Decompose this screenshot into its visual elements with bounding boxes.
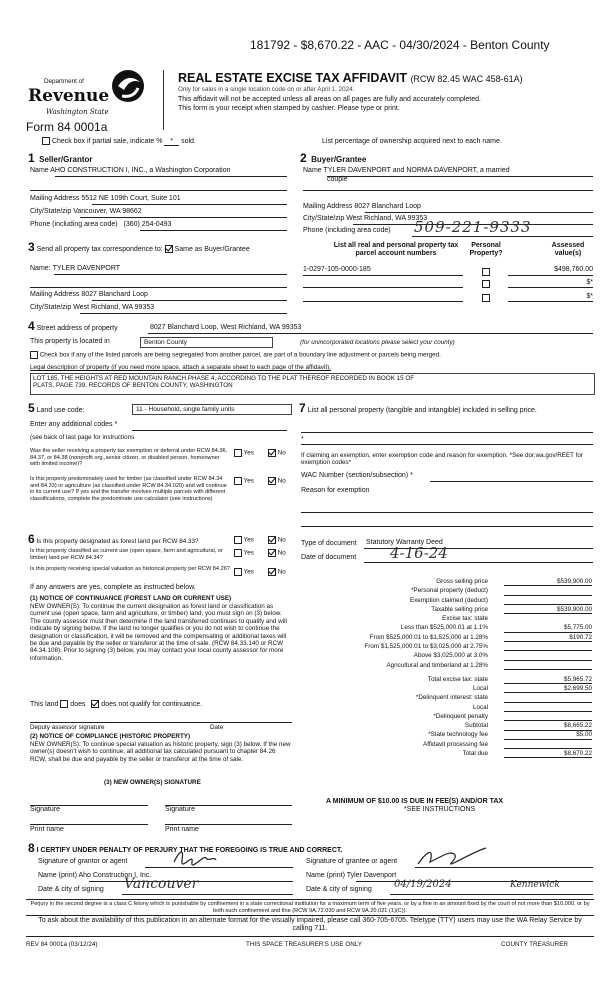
- calc-row: Affidavit processing fee: [296, 741, 594, 750]
- calc-value[interactable]: [504, 694, 592, 702]
- buyer-phone-label: Phone (including area code): [303, 227, 391, 234]
- calc-row: Gross selling price $539,900.00: [436, 578, 592, 585]
- buyer-phone[interactable]: 509-221-9333: [414, 218, 532, 236]
- tax-address-row: Mailing Address 8027 Blanchard Loop: [30, 291, 148, 298]
- grantee-name[interactable]: Tyler Davenport: [346, 872, 397, 879]
- notice1-body: NEW OWNER(S): To continue the current designation as forest land or classification as current use (open space, farm and agriculture, or timber) land, you must sign on (3) below. The county assessor must then determine if the land transferred continues to qualify and will indicate by signing below. If the land no longer qualifies or you do not wish to continue the designation or classification, it will be removed and the compensating or additional taxes will be due and payable by the seller or transferor at the time of sale. (RCW 84.33.140 or RCW 84.34.108). Prior to signing (3) below, you may contact your local county assessor for more information.: [30, 603, 287, 662]
- buyer-address-row: Mailing Address 8027 Blanchard Loop: [303, 203, 421, 210]
- header-line3: This form is your receipt when stamped by cashier. Please type or print.: [178, 105, 400, 112]
- parcel-header: List all real and personal property tax parcel account numbers: [333, 242, 459, 258]
- calc-value[interactable]: [504, 662, 592, 670]
- owner-signature-label: Signature: [30, 806, 60, 813]
- seller-address-row: Mailing Address 5512 NE 109th Court, Suite 101: [30, 195, 181, 202]
- calc-row: *Personal property (deduct): [296, 587, 594, 596]
- partial-sale-checkbox[interactable]: [42, 137, 50, 145]
- buyer-heading: 2 Buyer/Grantee: [300, 151, 367, 165]
- property-address-row: 4 Street address of property: [28, 319, 118, 333]
- calc-value[interactable]: $5,965.72: [504, 676, 592, 684]
- land-use-row: 5 Land use code:: [28, 401, 85, 415]
- calc-value[interactable]: [504, 713, 592, 721]
- form-revision: REV 84 0001a (03/12/24): [26, 941, 98, 948]
- doc-type[interactable]: Statutory Warranty Deed: [366, 539, 443, 546]
- grantor-signature[interactable]: [170, 846, 220, 868]
- table-row: [303, 265, 593, 279]
- calc-row: Total due $8,670.22: [462, 750, 592, 758]
- tax-name[interactable]: TYLER DAVENPORT: [52, 265, 121, 272]
- land-use-select[interactable]: 11 - Household, single family units: [132, 404, 292, 415]
- grantor-signature-label: Signature of grantor or agent: [38, 858, 128, 865]
- deputy-signature-label: Deputy assessor signature: [30, 724, 105, 731]
- q-forest-no[interactable]: No: [268, 536, 286, 544]
- property-street[interactable]: 8027 Blanchard Loop, West Richland, WA 99353: [150, 324, 302, 331]
- exemption-note: If claiming an exemption, enter exemption code and reason for exemption. *See dor.wa.gov/REET for exemption codes*: [301, 452, 584, 467]
- personal-property-checkbox[interactable]: [482, 294, 490, 302]
- calc-row: *Delinquent penalty: [296, 713, 594, 722]
- calc-row: Taxable selling price $539,900.00: [431, 605, 592, 613]
- doc-date[interactable]: 4-16-24: [390, 544, 448, 562]
- header-line1: Only for sales in a single location code on or after April 1, 2024.: [178, 86, 355, 93]
- calc-value[interactable]: [504, 597, 592, 605]
- calc-row: Exemption claimed (deduct): [296, 597, 594, 606]
- q-historic: Is this property receiving special valuation as historical property per RCW 84.26?: [30, 566, 230, 572]
- seller-city-row: City/State/zip Vancouver, WA 98662: [30, 208, 142, 215]
- seller-name[interactable]: AHO CONSTRUCTION I, INC., a Washington Corporation: [50, 167, 231, 174]
- continuance-row: This land does does not qualify for continuance.: [30, 700, 203, 708]
- grantor-city[interactable]: Vancouver: [124, 876, 199, 892]
- see-instructions-note: *SEE INSTRUCTIONS: [404, 806, 476, 813]
- buyer-name-row: Name TYLER DAVENPORT and NORMA DAVENPORT, a married: [303, 167, 510, 174]
- calc-row: Local $2,699.50: [472, 684, 592, 692]
- personal-star: *: [301, 436, 304, 443]
- tax-city-row: City/State/zip West Richland, WA 99353: [30, 304, 155, 311]
- q-current-use: Is this property classified as current use (open space, farm and agricultural, or timber) land per RCW 84.34?: [30, 548, 223, 561]
- seller-address[interactable]: 5512 NE 109th Court, Suite 101: [81, 195, 181, 202]
- perjury-notice: Perjury in the second degree is a class C felony which is punishable by confinement in a state correctional institution for a maximum term of five years, or by a fine in an amount fixed by the court of not more than $10,000, or by both such confinement and fine (RCW 9A.72.030 and RCW 9A.20.021 (1)(C)).: [26, 899, 594, 916]
- q-forest: 6 Is this property designated as forest land per RCW 84.33?: [28, 532, 199, 546]
- notice3-title: (3) NEW OWNER(S) SIGNATURE: [104, 779, 201, 786]
- segregated-checkbox[interactable]: [30, 351, 38, 359]
- certify-heading: 8 I CERTIFY UNDER PENALTY OF PERJURY THAT THE FOREGOING IS TRUE AND CORRECT.: [28, 841, 343, 855]
- calc-value[interactable]: $539,900.00: [504, 606, 592, 614]
- logo-state: Washington State: [46, 108, 109, 116]
- calc-row: Above $3,025,000 at 3.0%: [296, 652, 594, 661]
- calc-value[interactable]: $5.00: [504, 731, 592, 739]
- table-row: [303, 293, 593, 307]
- logo-dept: Department of: [44, 78, 84, 85]
- calc-value[interactable]: $8,670.22: [504, 750, 592, 758]
- q-current-use-no[interactable]: No: [268, 549, 286, 557]
- wac-row: WAC Number (section/subsection) *: [301, 472, 413, 479]
- calc-value: [504, 615, 592, 622]
- personal-header: Personal Property?: [469, 242, 503, 258]
- owner-print-label: Print name: [30, 826, 64, 833]
- grantee-name-row: Name (print) Tyler Davenport: [306, 872, 397, 879]
- calc-row: Subtotal $8,665.22: [464, 722, 592, 730]
- calc-value[interactable]: $8,665.22: [504, 722, 592, 730]
- calc-row: Total excise tax: state $5,965.72: [427, 675, 592, 683]
- grantee-date[interactable]: 04/19/2024: [394, 879, 452, 890]
- legal-line1: LOT 185, THE HEIGHTS AT RED MOUNTAIN RANCH PHASE 4, ACCORDING TO THE PLAT THEREOF RECORDED IN BOOK 15 OF: [33, 375, 415, 382]
- tax-address[interactable]: 8027 Blanchard Loop: [81, 291, 148, 298]
- calc-row: Excise tax: state: [296, 615, 594, 624]
- any-yes-note: If any answers are yes, complete as instructed below.: [30, 584, 196, 591]
- seller-city[interactable]: Vancouver, WA 98662: [73, 208, 142, 215]
- list-percentage-note: List percentage of ownership acquired next to each name.: [322, 138, 502, 145]
- form-number: Form 84 0001a: [26, 120, 108, 134]
- calc-row: *State technology fee $5.00: [428, 731, 592, 739]
- q-historic-no[interactable]: No: [268, 568, 286, 576]
- doc-date-label: Date of document: [301, 554, 357, 561]
- same-as-buyer-checkbox[interactable]: [165, 245, 173, 253]
- personal-property-checkbox[interactable]: [482, 280, 490, 288]
- seller-phone[interactable]: (360) 254-0493: [123, 221, 172, 228]
- tax-calculation: [296, 578, 594, 759]
- revenue-swirl-icon: [108, 68, 150, 106]
- minimum-notice: A MINIMUM OF $10.00 IS DUE IN FEE(S) AND/OR TAX: [326, 798, 504, 805]
- q-timber-yes[interactable]: Yes: [234, 477, 254, 485]
- legal-description-box[interactable]: [30, 373, 595, 395]
- calc-value[interactable]: $539,900.00: [504, 578, 592, 586]
- personal-property-checkbox[interactable]: [482, 268, 490, 276]
- assessed-header: Assessed value(s): [551, 242, 585, 258]
- county-select[interactable]: Benton County: [140, 337, 273, 348]
- grantee-city[interactable]: Kennewick: [510, 880, 560, 890]
- grantee-signature-label: Signature of grantee or agent: [306, 858, 398, 865]
- tax-city[interactable]: West Richland, WA 99353: [73, 304, 155, 311]
- calc-value[interactable]: $5,775.00: [504, 624, 592, 632]
- q-current-use-yes[interactable]: Yes: [234, 549, 254, 557]
- calc-value[interactable]: [504, 587, 592, 595]
- doc-type-label: Type of document: [301, 540, 357, 547]
- form-title: REAL ESTATE EXCISE TAX AFFIDAVIT (RCW 82.45 WAC 458-61A): [178, 71, 523, 85]
- seller-name-row: Name AHO CONSTRUCTION I, INC., a Washington Corporation: [30, 167, 231, 174]
- recording-stamp: 181792 - $8,670.22 - AAC - 04/30/2024 - Benton County: [250, 38, 550, 52]
- buyer-address[interactable]: 8027 Blanchard Loop: [354, 203, 421, 210]
- legal-label: Legal description of property (if you need more space, attach a separate sheet to each page of the affidavit).: [30, 364, 331, 371]
- calc-value[interactable]: $190.72: [504, 634, 592, 642]
- buyer-name[interactable]: TYLER DAVENPORT and NORMA DAVENPORT, a married: [323, 167, 510, 174]
- buyer-city-row: City/State/zip West Richland, WA 99353: [303, 215, 428, 222]
- q-exemption-yes[interactable]: Yes: [234, 449, 254, 457]
- buyer-city[interactable]: West Richland, WA 99353: [346, 215, 428, 222]
- grantor-name[interactable]: Aho Construction I, Inc.: [78, 872, 152, 879]
- q-exemption: Was the seller receiving a property tax exemption or deferral under RCW 84.36, 84.37, or 84.38 (nonprofit org.,senior citizen, or disabled person, homeowner with limited income)?: [30, 448, 228, 468]
- calc-row: From $1,525,000.01 to $3,025,000 at 2.75%: [296, 643, 594, 652]
- county-treasurer: COUNTY TREASURER: [501, 941, 568, 948]
- deputy-date-label: Date: [210, 724, 224, 731]
- assessed-value[interactable]: $*: [586, 279, 593, 286]
- calc-value[interactable]: [504, 741, 592, 749]
- treasurer-space: THIS SPACE TREASURER'S USE ONLY: [246, 941, 362, 948]
- assessed-value[interactable]: $498,760.00: [554, 266, 593, 273]
- reason-label: Reason for exemption: [301, 487, 370, 494]
- see-instructions: (see back of last page for instructions: [30, 434, 135, 441]
- assessed-value[interactable]: $*: [586, 293, 593, 300]
- calc-row: *Delinquent interest: state: [296, 694, 594, 703]
- calc-row: Agricultural and timberland at 1.28%: [296, 662, 594, 676]
- q-exemption-no[interactable]: No: [268, 449, 286, 457]
- accessibility-notice: To ask about the availability of this publication in an alternate format for the visually impaired, please call 360-705-6705. Teletype (TTY) users may use the WA Relay Service by calling 711.: [38, 917, 582, 933]
- q-historic-yes[interactable]: Yes: [234, 568, 254, 576]
- table-row: [303, 279, 593, 293]
- segregated-row: Check box if any of the listed parcels are being segregated from another parcel, are part of a boundary line adjustment or parcels being merged.: [30, 351, 441, 359]
- uninc-note: (for unincorporated locations please select your county): [300, 339, 455, 346]
- personal-property-row: 7 List all personal property (tangible and intangible) included in selling price.: [299, 401, 537, 415]
- calc-value[interactable]: [504, 704, 592, 712]
- calc-row: Local: [296, 704, 594, 713]
- tax-name-row: Name: TYLER DAVENPORT: [30, 265, 121, 272]
- seller-heading: 1 Seller/Grantor: [28, 151, 93, 165]
- owner-print-label2: Print name: [165, 826, 199, 833]
- buyer-name-cont: couple: [327, 176, 348, 183]
- q-forest-yes[interactable]: Yes: [234, 536, 254, 544]
- tax-correspondence-row: 3 Send all property tax correspondence to: Same as Buyer/Grantee: [28, 240, 250, 254]
- q-timber-no[interactable]: No: [268, 477, 286, 485]
- additional-codes-label: Enter any additional codes *: [30, 421, 118, 428]
- logo-revenue: Revenue: [28, 86, 110, 106]
- located-label: This property is located in: [30, 338, 110, 345]
- dor-logo: [28, 72, 163, 124]
- calc-row: From $525,000.01 to $1,525,000 at 1.28% $190.72: [369, 633, 592, 641]
- notice1-title: (1) NOTICE OF CONTINUANCE (FOREST LAND OR CURRENT USE): [30, 595, 232, 602]
- partial-sale-row: Check box if partial sale, indicate % * sold.: [42, 137, 196, 146]
- parcel-table: [303, 265, 593, 307]
- notice2-title: (2) NOTICE OF COMPLIANCE (HISTORIC PROPERTY): [30, 733, 191, 740]
- calc-value[interactable]: [504, 643, 592, 651]
- notice2-body: NEW OWNER(S): To continue special valuation as historic property, sign (3) below. If the new owner(s) doesn't wish to continue, all additional tax calculated pursuant to chapter 84.26 RCW, shall be due and payable by the seller or transferor at the time of sale.: [30, 741, 291, 763]
- parcel-number[interactable]: 1-0297-105-0000-185: [303, 266, 371, 273]
- owner-signature-label2: Signature: [165, 806, 195, 813]
- calc-value[interactable]: [504, 652, 592, 660]
- header-line2: This affidavit will not be accepted unless all areas on all pages are fully and accurately completed.: [178, 96, 481, 103]
- calc-row: Less than $525,000.01 at 1.1% $5,775.00: [400, 624, 592, 632]
- legal-line2: PLATS, PAGE 739, RECORDS OF BENTON COUNTY, WASHINGTON: [33, 382, 233, 390]
- q-timber: Is this property predominately used for timber (as classified under RCW 84.34 and 84.33) or agriculture (as classified under RCW 84.34.020) and will continue in its current use? If yes and the transfer involves multiple parcels with different classifications, complete the predominate use calculator (see instructions): [30, 476, 227, 502]
- does-not-checkbox[interactable]: [91, 700, 99, 708]
- grantor-date-label: Date & city of signing: [38, 886, 104, 893]
- does-checkbox[interactable]: [60, 700, 68, 708]
- seller-phone-row: Phone (including area code) (360) 254-0493: [30, 221, 172, 228]
- grantee-date-label: Date & city of signing: [306, 886, 372, 893]
- calc-value[interactable]: $2,699.50: [504, 685, 592, 693]
- grantor-name-row: Name (print) Aho Construction I, Inc.: [38, 872, 152, 879]
